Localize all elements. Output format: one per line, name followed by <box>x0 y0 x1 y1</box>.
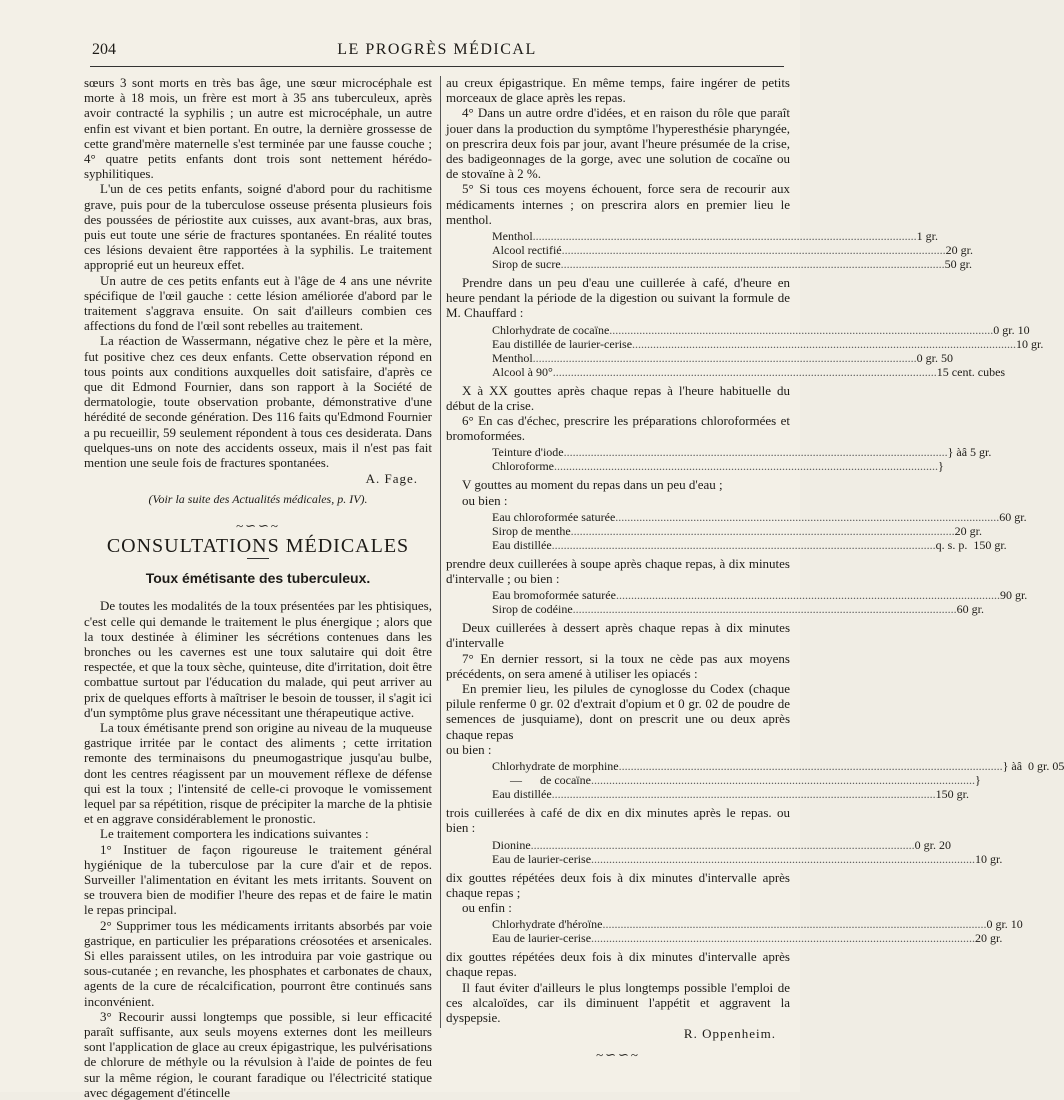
ingredient-quantity: 10 gr. <box>975 851 1003 866</box>
ingredient-name: Dionine <box>492 837 531 852</box>
ingredient-name: Eau distillée <box>492 537 552 552</box>
prescription-line <box>492 445 992 460</box>
prescription-line <box>492 229 939 244</box>
ingredient-quantity: 20 gr. <box>945 243 973 258</box>
ingredient-name: Sirop de menthe <box>492 523 571 538</box>
ornament-divider: ~∽∽~ <box>236 517 280 533</box>
prescription-line <box>492 931 1003 946</box>
ingredient-quantity: 20 gr. <box>975 931 1003 946</box>
prescription-line <box>492 322 1030 337</box>
leader-dots <box>562 243 946 257</box>
paragraph: 4° Dans un autre ordre d'idées, et en raison du rôle que paraît jouer dans la production du symptôme l'hyperesthésie pharyngée, on prescrira deux fois par jour, avant l'heure présumée de la crise, des badigeonnages de la gorge, avec une solution de cocaïne ou de stovaïne à 2 %. <box>446 105 790 182</box>
leader-dots <box>632 337 1016 351</box>
paragraph: 6° En cas d'échec, prescrire les préparations chloroformées et bromoformées. <box>446 413 790 444</box>
prescription-line <box>492 257 972 272</box>
section-title: CONSULTATIONS MÉDICALES <box>106 534 410 557</box>
prescription-line <box>492 759 1064 774</box>
ingredient-name: Eau bromoformée saturée <box>492 588 616 603</box>
leader-dots <box>553 365 937 379</box>
ingredient-name: Sirop de sucre <box>492 257 561 272</box>
paragraph: 3° Recourir aussi longtemps que possible, si leur efficacité paraît suffisante, aux seuls moyens externes dont les meilleurs sont l'application de glace au creux épigastrique, les pulvérisations de chlorure de méthyle ou la révulsion à l'aide de pointes de feu sur la même région, le courant faradique ou l'électricité statique avec dégagement d'étincelle <box>84 1008 432 1100</box>
leader-dots <box>591 931 975 945</box>
ingredient-quantity: 150 gr. <box>935 787 969 802</box>
running-header <box>92 41 782 63</box>
prescription-line <box>492 602 984 617</box>
prescription-bromoforme <box>446 588 1028 617</box>
right-column <box>446 75 1064 1069</box>
ingredient-quantity: 0 gr. 50 <box>916 350 954 365</box>
leader-dots <box>591 852 975 866</box>
prescription-line <box>492 336 1044 351</box>
paragraph: V gouttes au moment du repas dans un peu d'eau ; <box>462 477 723 493</box>
prescription-menthol <box>446 229 973 272</box>
page-number: 204 <box>92 41 116 58</box>
ingredient-name: Menthol <box>492 350 533 365</box>
leader-dots <box>609 323 993 337</box>
ingredient-name: Sirop de codéine <box>492 602 573 617</box>
prescription-line <box>492 537 1007 552</box>
ingredient-name: Eau distillée de laurier-cerise <box>492 336 633 351</box>
paragraph: ou bien : <box>446 741 492 757</box>
paragraph: L'un de ces petits enfants, soigné d'abord pour du rachitisme grave, puis pour de la tuberculose osseuse présenta plusieurs fois des poussées de périostite aux cuisses, aux avant-bras, aux bras, puis eut toute une série de fractures spontanées. En réalité toutes ces lésions devaient être rapportées à la syphilis. Le traitement approprié eut un heureux effet. <box>84 181 432 273</box>
leader-dots <box>602 917 986 931</box>
paragraph: Le traitement comportera les indications suivantes : <box>100 826 369 842</box>
left-column <box>84 75 432 1100</box>
paragraph: au creux épigastrique. En même temps, faire ingérer de petits morceaux de glace après les repas. <box>446 75 790 106</box>
leader-dots <box>573 602 957 616</box>
ingredient-quantity: 90 gr. <box>999 588 1028 603</box>
leader-dots <box>552 538 936 552</box>
ingredient-quantity: 60 gr. <box>999 509 1027 524</box>
ingredient-quantity: } àâ 0 gr. 05 <box>1002 759 1064 774</box>
leader-dots <box>531 838 915 852</box>
prescription-line <box>492 350 954 365</box>
leader-dots <box>564 445 948 459</box>
prescription-heroine <box>446 917 1023 946</box>
article-title: Toux émétisante des tuberculeux. <box>145 570 371 587</box>
paragraph: Il faut éviter d'ailleurs le plus longtemps possible l'emploi de ces alcaloïdes, car ils diminuent l'appétit et aggravent la dyspepsie. <box>446 979 790 1025</box>
prescription-chauffard <box>446 322 1044 379</box>
leader-dots <box>619 759 1003 773</box>
paragraph: trois cuillerées à café de dix en dix minutes après le repas. ou bien : <box>446 805 790 836</box>
author-signature: A. Fage. <box>365 471 418 487</box>
ingredient-quantity: 1 gr. <box>916 229 939 244</box>
leader-dots <box>533 229 917 243</box>
prescription-line <box>492 364 1006 379</box>
prescription-line <box>492 459 944 474</box>
ingredient-quantity: 50 gr. <box>944 257 972 272</box>
ingredient-name: Chlorhydrate de cocaïne <box>492 322 610 337</box>
author-signature: R. Oppenheim. <box>683 1026 776 1042</box>
ingredient-name: Menthol <box>492 229 533 244</box>
leader-dots <box>552 787 936 801</box>
prescription-morphine <box>446 759 1064 802</box>
paragraph: ou bien : <box>462 492 508 508</box>
ornament-divider: ~∽∽~ <box>596 1047 640 1063</box>
ingredient-name: — de cocaïne <box>492 773 591 788</box>
ingredient-quantity: 20 gr. <box>954 523 982 538</box>
paragraph: ou enfin : <box>462 899 512 915</box>
leader-dots <box>615 510 999 524</box>
leader-dots <box>561 257 945 271</box>
paragraph: 5° Si tous ces moyens échouent, force sera de recourir aux médicaments internes ; on prescrira alors en premier lieu le menthol. <box>446 181 790 227</box>
paragraph: 2° Supprimer tous les médicaments irritants absorbés par voie gastrique, en particulier les préparations créosotées et arsenicales. Si elles paraissent utiles, on les introduira par voie gastrique ou sous-cutanée ; en revanche, les phosphates et carbonates de chaux, agents de la cure de récalcification, pourront être continués sans inconvénient. <box>84 917 432 1009</box>
prescription-iode <box>446 445 992 474</box>
prescription-line <box>492 509 1027 524</box>
paragraph: 7° En dernier ressort, si la toux ne cède pas aux moyens précédents, on sera amené à utiliser les opiacés : <box>446 650 790 681</box>
ingredient-quantity: q. s. p. 150 gr. <box>935 537 1007 552</box>
journal-title: LE PROGRÈS MÉDICAL <box>337 41 537 58</box>
paragraph: prendre deux cuillerées à soupe après chaque repas, à dix minutes d'intervalle ; ou bien : <box>446 555 790 587</box>
prescription-line <box>492 523 982 538</box>
ingredient-name: Chloroforme <box>492 459 554 474</box>
header-rule <box>90 66 784 67</box>
title-dash <box>247 558 269 559</box>
paragraph: La réaction de Wassermann, négative chez le père et la mère, fut positive chez ces deux enfants. Cette observation répond en tous points aux conditions auxquelles doit satisfaire, d'après ce que dit Edmond Fournier, dans son rapport à la Société de dermatologie, toute observation probante, démonstrative d'une hérédité de seconde génération. Des 116 faits qu'Edmond Fournier a pu recueillir, 59 seulement répondent à tous ces desiderata. Dans quelques-uns on note des accidents osseux, mais il n'est pas fait mention une seule fois de fractures spontanées. <box>84 333 432 471</box>
paragraph: De toutes les modalités de la toux présentées par les phtisiques, c'est celle qui demande le traitement le plus énergique ; alors que la toux destinée à éliminer les sécrétions contenues dans les bronches ou les cavernes est une toux salutaire qui doit être respectée, et que la toux sèche, quinteuse, dite d'irritation, doit être combattue surtout par l'éducation du malade, qui peut arriver au prix de quelques efforts à maîtriser le besoin de tousser, il s'agit ici d'un symptôme plus grave nécessitant une thérapeutique active. <box>84 598 432 720</box>
paragraph: En premier lieu, les pilules de cynoglosse du Codex (chaque pilule renferme 0 gr. 02 d'extrait d'opium et 0 gr. 02 de poudre de semences de jusquiame), dont on prescrit une ou deux après chaque repas <box>446 681 790 742</box>
ingredient-name: Eau distillée <box>492 787 552 802</box>
ingredient-quantity: 60 gr. <box>956 602 984 617</box>
prescription-line <box>492 588 1028 603</box>
paragraph: Deux cuillerées à dessert après chaque repas à dix minutes d'intervalle <box>446 620 790 651</box>
ingredient-quantity: } àâ 5 gr. <box>947 445 992 460</box>
prescription-line <box>492 243 973 258</box>
ingredient-name: Eau de laurier-cerise <box>492 851 592 866</box>
paragraph: La toux émétisante prend son origine au niveau de la muqueuse gastrique irritée par le contact des aliments ; cette irritation remonte des terminaisons du pneumogastrique jusqu'au bulbe, dont les centres réagissent par un mouvement réflexe de défense qui est la toux ; l'intensité de celle-ci provoque le vomissement lequel par sa répétition, risque de précipiter la marche de la phtisie et en aggrave considérablement le pronostic. <box>84 719 432 827</box>
paragraph: 1° Instituer de façon rigoureuse le traitement général hygiénique de la tuberculose par la cure d'air et de repos. Surveiller l'alimentation en évitant les mets irritants. Souvent on se trouvera bien de modifier l'heure des repas et de faire le matin le repas principal. <box>84 841 432 918</box>
column-divider <box>440 76 441 1028</box>
paragraph: X à XX gouttes après chaque repas à l'heure habituelle du début de la crise. <box>446 382 790 413</box>
ingredient-quantity: 10 gr. <box>1016 336 1044 351</box>
ingredient-quantity: 0 gr. 10 <box>986 917 1023 932</box>
ingredient-name: Alcool rectifié <box>492 243 562 258</box>
ingredient-quantity: 0 gr. 20 <box>914 837 952 852</box>
prescription-line <box>492 773 981 788</box>
ingredient-name: Chlorhydrate d'héroïne <box>492 917 603 932</box>
leader-dots <box>616 588 1000 602</box>
leader-dots <box>571 524 955 538</box>
paragraph: Un autre de ces petits enfants eut à l'âge de 4 ans une névrite spécifique de l'œil gauche : cette lésion améliorée d'abord par le traitement s'aggrava ensuite. On sait d'ailleurs combien ces affections du fond de l'œil sont rebelles au traitement. <box>84 272 432 334</box>
continuation-reference: (Voir la suite des Actualités médicales, p. IV). <box>148 492 368 507</box>
ingredient-name: Alcool à 90° <box>492 364 553 379</box>
prescription-dionine <box>446 837 1003 866</box>
ingredient-quantity: } <box>974 773 981 788</box>
leader-dots <box>591 773 975 787</box>
ingredient-name: Eau de laurier-cerise <box>492 931 592 946</box>
paragraph: dix gouttes répétées deux fois à dix minutes d'intervalle après chaque repas ; <box>446 869 790 900</box>
prescription-chloroforme <box>446 509 1027 552</box>
paragraph: Prendre dans un peu d'eau une cuillerée à café, d'heure en heure pendant la période de la digestion ou suivant la formule de M. Chauffard : <box>446 275 790 321</box>
paragraph: dix gouttes répétées deux fois à dix minutes d'intervalle après chaque repas. <box>446 949 790 980</box>
prescription-line <box>492 851 1003 866</box>
ingredient-name: Eau chloroformée saturée <box>492 509 616 524</box>
prescription-line <box>492 917 1023 932</box>
leader-dots <box>554 459 938 473</box>
ingredient-quantity: 15 cent. cubes <box>936 364 1006 379</box>
prescription-line <box>492 787 969 802</box>
ingredient-name: Teinture d'iode <box>492 445 564 460</box>
leader-dots <box>533 351 917 365</box>
paragraph: sœurs 3 sont morts en très bas âge, une sœur microcéphale est morte à 18 mois, un frère est mort à 35 ans tuberculeux, après avoir contracté la syphilis ; un autre est microcéphale, un autre enfin est vivant et bien portant. En outre, la dernière grossesse de cette grand'mère maternelle s'est terminée par une fausse couche ; 4° quatre petits enfants dont trois sont nettement hérédo-syphilitiques. <box>84 75 432 182</box>
prescription-line <box>492 837 952 852</box>
ingredient-name: Chlorhydrate de morphine <box>492 759 619 774</box>
ingredient-quantity: } <box>938 459 944 474</box>
ingredient-quantity: 0 gr. 10 <box>993 322 1030 337</box>
